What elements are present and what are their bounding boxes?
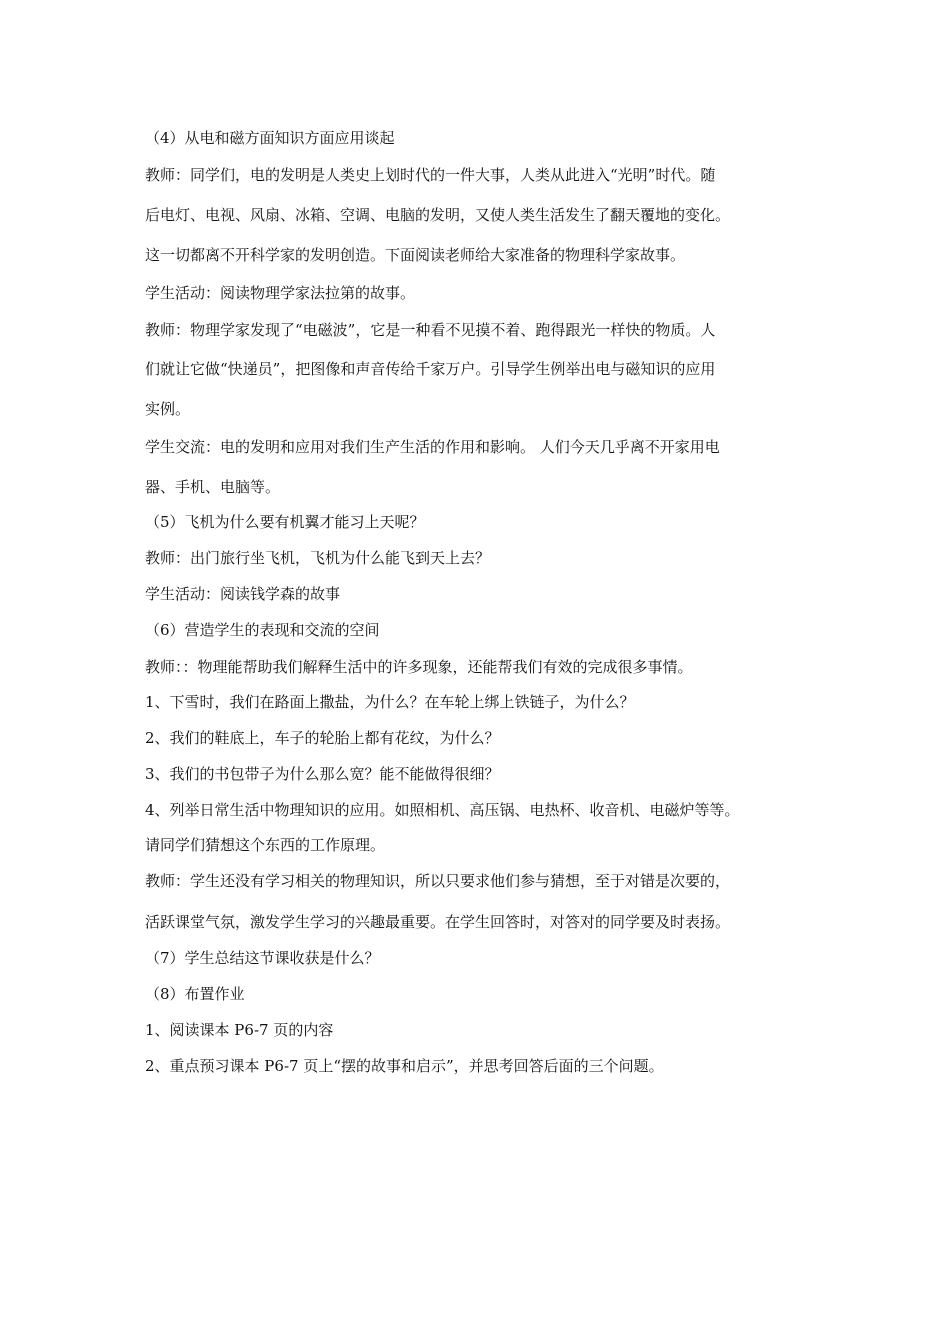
paragraph-line: 请同学们猜想这个东西的工作原理。 bbox=[145, 836, 386, 854]
paragraph-line: 器、手机、电脑等。 bbox=[145, 478, 281, 496]
list-item: 1、阅读课本 P6-7 页的内容 bbox=[145, 1021, 334, 1039]
section-heading-6: （6）营造学生的表现和交流的空间 bbox=[145, 621, 380, 639]
paragraph-line: 教师：学生还没有学习相关的物理知识，所以只要求他们参与猜想，至于对错是次要的， bbox=[145, 872, 731, 890]
paragraph-line: 教师：物理学家发现了“电磁波”，它是一种看不见摸不着、跑得跟光一样快的物质。人 bbox=[145, 321, 716, 339]
paragraph-line: 教师：：物理能帮助我们解释生活中的许多现象，还能帮我们有效的完成很多事情。 bbox=[145, 658, 693, 676]
list-item: 3、我们的书包带子为什么那么宽？能不能做得很细？ bbox=[145, 765, 500, 783]
paragraph-line: 这一切都离不开科学家的发明创造。下面阅读老师给大家准备的物理科学家故事。 bbox=[145, 246, 686, 264]
paragraph-line: 学生交流：电的发明和应用对我们生产生活的作用和影响。 人们今天几乎离不开家用电 bbox=[145, 438, 720, 456]
paragraph-line: 学生活动：阅读钱学森的故事 bbox=[145, 585, 341, 603]
paragraph-line: 教师：同学们，电的发明是人类史上划时代的一件大事，人类从此进入“光明”时代。随 bbox=[145, 166, 716, 184]
paragraph-line: 教师：出门旅行坐飞机，飞机为什么能飞到天上去？ bbox=[145, 549, 491, 567]
paragraph-line: 后电灯、电视、风扇、冰箱、空调、电脑的发明，又使人类生活发生了翻天覆地的变化。 bbox=[145, 206, 731, 224]
section-heading-5: （5）飞机为什么要有机翼才能习上天呢？ bbox=[145, 513, 425, 531]
section-heading-4: （4）从电和磁方面知识方面应用谈起 bbox=[145, 129, 395, 147]
paragraph-line: 学生活动：阅读物理学家法拉第的故事。 bbox=[145, 284, 416, 302]
list-item: 4、列举日常生活中物理知识的应用。如照相机、高压锅、电热杯、收音机、电磁炉等等。 bbox=[145, 801, 740, 819]
section-heading-7: （7）学生总结这节课收获是什么？ bbox=[145, 949, 380, 967]
paragraph-line: 活跃课堂气氛，激发学生学习的兴趣最重要。在学生回答时，对答对的同学要及时表扬。 bbox=[145, 913, 731, 931]
paragraph-line: 实例。 bbox=[145, 400, 191, 418]
section-heading-8: （8）布置作业 bbox=[145, 985, 245, 1003]
list-item: 2、重点预习课本 P6-7 页上“摆的故事和启示”，并思考回答后面的三个问题。 bbox=[145, 1057, 664, 1075]
list-item: 2、我们的鞋底上，车子的轮胎上都有花纹，为什么？ bbox=[145, 729, 500, 747]
list-item: 1、下雪时，我们在路面上撒盐，为什么？在车轮上绑上铁链子，为什么？ bbox=[145, 693, 635, 711]
paragraph-line: 们就让它做“快递员”，把图像和声音传给千家万户。引导学生例举出电与磁知识的应用 bbox=[145, 360, 716, 378]
